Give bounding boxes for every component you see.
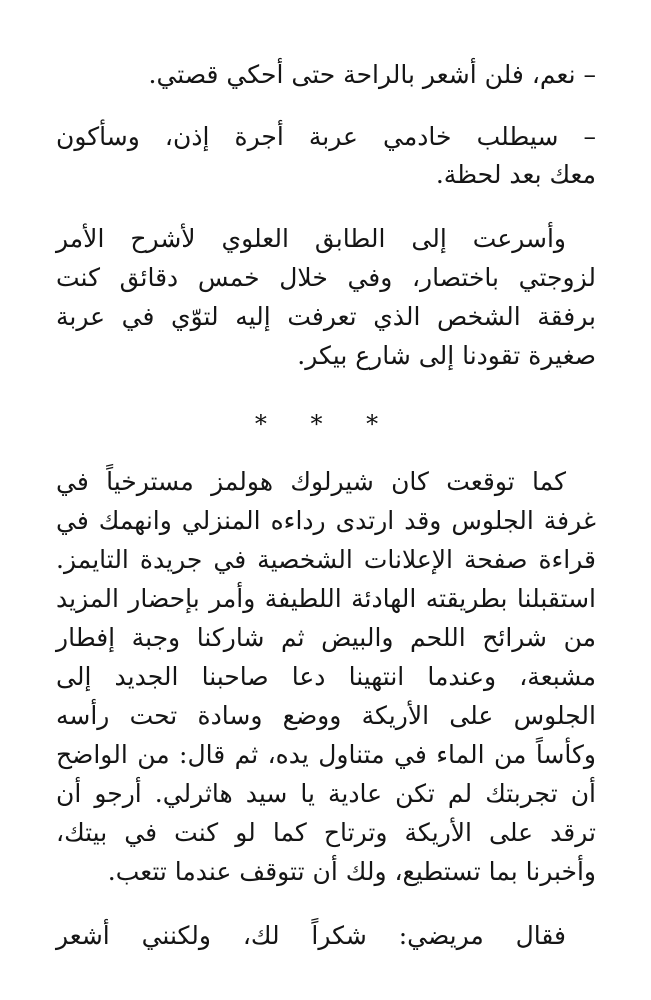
text-line: – نعم، فلن أشعر بالراحة حتى أحكي قصتي. (148, 60, 596, 89)
text-line: فقال مريضي: شكراً لك، ولكنني أشعر (56, 921, 566, 950)
text-line: وأسرعت إلى الطابق العلوي لأشرح الأمر (56, 224, 566, 253)
text-line: أن تجربتك لم تكن عادية يا سيد هاثرلي. أرجو أن (56, 779, 596, 808)
text-line: الجلوس على الأريكة ووضع وسادة تحت رأسه (56, 701, 596, 730)
text-line: لزوجتي باختصار، وفي خلال خمس دقائق كنت (56, 263, 596, 292)
text-line: برفقة الشخص الذي تعرفت إليه لتوّي في عربة (56, 302, 596, 331)
text-line: قراءة صفحة الإعلانات الشخصية في جريدة التايمز. (56, 545, 596, 574)
text-line: معك بعد لحظة. (435, 160, 596, 189)
text-line: كما توقعت كان شيرلوك هولمز مسترخياً في (56, 467, 566, 496)
text-line: من شرائح اللحم والبيض ثم شاركنا وجبة إفطار (56, 623, 596, 652)
text-line: صغيرة تقودنا إلى شارع بيكر. (297, 341, 596, 370)
text-line: وكأساً من الماء في متناول يده، ثم قال: من الواضح (56, 740, 596, 769)
text-line: غرفة الجلوس وقد ارتدى رداءه المنزلي وانهمك في (56, 506, 596, 535)
text-line: – سيطلب خادمي عربة أجرة إذن، وسأكون (56, 122, 596, 151)
text-line: وأخبرنا بما تستطيع، ولك أن تتوقف عندما تتعب. (107, 857, 596, 886)
section-separator: * * * (254, 410, 397, 438)
text-line: ترقد على الأريكة وترتاح كما لو كنت في بيتك، (56, 818, 596, 847)
text-line: مشبعة، وعندما انتهينا دعا صاحبنا الجديد إلى (56, 662, 596, 691)
text-line: استقبلنا بطريقته الهادئة اللطيفة وأمر بإحضار المزيد (56, 584, 596, 613)
